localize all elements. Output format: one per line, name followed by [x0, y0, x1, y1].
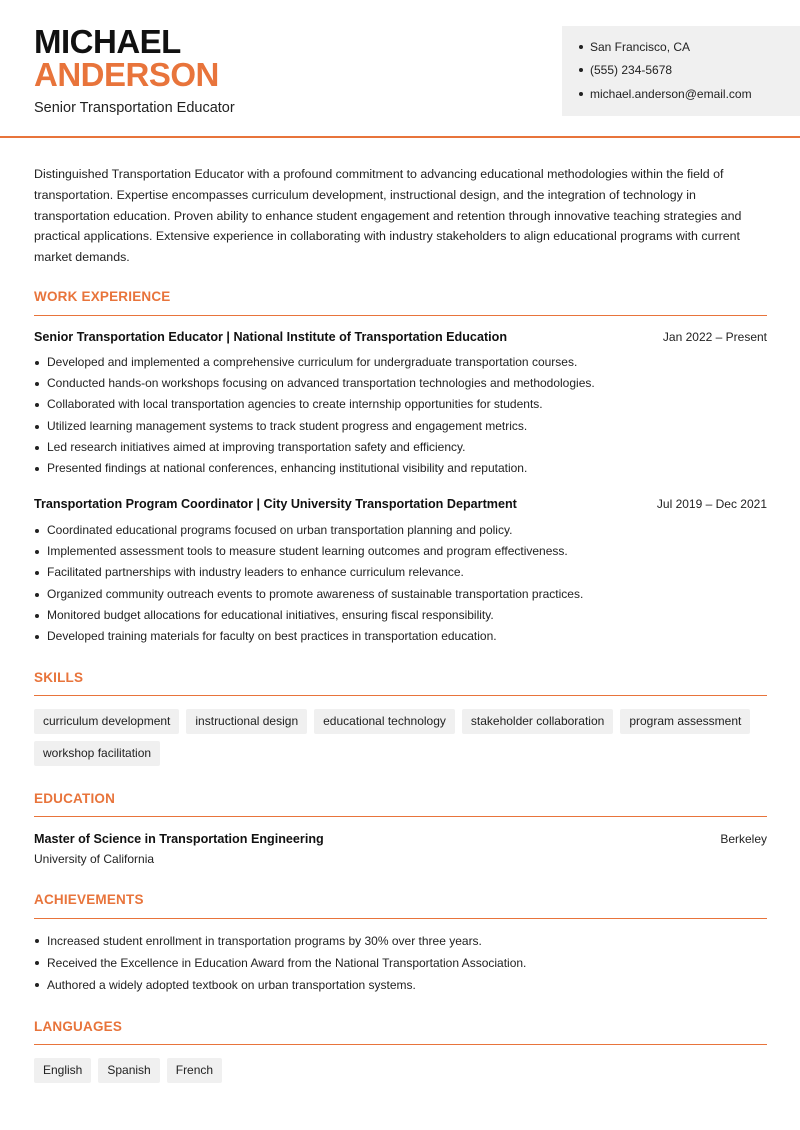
- list-item: Increased student enrollment in transportation programs by 30% over three years.: [34, 930, 526, 952]
- email-text: michael.anderson@email.com: [590, 87, 752, 101]
- list-item: Collaborated with local transportation agencies to create internship opportunities for students.: [34, 394, 595, 415]
- location-text: San Francisco, CA: [590, 40, 691, 54]
- bullet-icon: [579, 68, 583, 72]
- skill-tag: stakeholder collaboration: [462, 709, 613, 734]
- language-tag: Spanish: [98, 1058, 159, 1083]
- degree-title: Master of Science in Transportation Engineering: [34, 832, 324, 846]
- contact-email: [579, 87, 752, 101]
- list-item: Developed and implemented a comprehensive curriculum for undergraduate transportation courses.: [34, 352, 595, 373]
- job-dates: Jul 2019 – Dec 2021: [656, 497, 767, 511]
- section-divider: [34, 315, 767, 316]
- section-divider: [34, 1044, 767, 1045]
- list-item: Authored a widely adopted textbook on urban transportation systems.: [34, 974, 526, 996]
- section-divider: [34, 816, 767, 817]
- section-divider: [34, 695, 767, 696]
- list-item: Led research initiatives aimed at improving transportation safety and efficiency.: [34, 437, 595, 458]
- list-item: Implemented assessment tools to measure student learning outcomes and program effectiveness.: [34, 541, 583, 562]
- achievements-list: [34, 930, 526, 997]
- list-item: Organized community outreach events to promote awareness of sustainable transportation practices.: [34, 584, 583, 605]
- list-item: Monitored budget allocations for educational initiatives, ensuring fiscal responsibility.: [34, 605, 583, 626]
- skill-tag: workshop facilitation: [34, 741, 160, 766]
- phone-text: (555) 234-5678: [590, 63, 673, 77]
- list-item: Received the Excellence in Education Award from the National Transportation Association.: [34, 952, 526, 974]
- list-item: Utilized learning management systems to track student progress and engagement metrics.: [34, 416, 595, 437]
- skill-tag: educational technology: [314, 709, 455, 734]
- profile-summary: Distinguished Transportation Educator with a profound commitment to advancing educational methodologies within the field of transportation. Expertise encompasses curriculum development, instructional design, and the integration of technology in transportation education. Proven ability to enhance student engagement and retention through innovative teaching strategies and practical applications. Extensive experience in collaborating with industry stakeholders to align educational programs with current market demands.: [34, 167, 742, 265]
- education-heading: EDUCATION: [34, 791, 116, 806]
- languages-heading: LANGUAGES: [34, 1019, 123, 1034]
- section-divider: [34, 918, 767, 919]
- job-dates: Jan 2022 – Present: [662, 330, 767, 344]
- skill-tag: program assessment: [620, 709, 750, 734]
- list-item: Facilitated partnerships with industry leaders to enhance curriculum relevance.: [34, 562, 583, 583]
- job-heading: Senior Transportation Educator | National Institute of Transportation Education: [34, 330, 508, 344]
- job-bullets: [34, 520, 583, 647]
- list-item: Presented findings at national conferences, enhancing institutional visibility and reputation.: [34, 458, 595, 479]
- job-heading: Transportation Program Coordinator | City University Transportation Department: [34, 497, 517, 511]
- job-bullets: [34, 352, 595, 479]
- first-name: MICHAEL: [34, 23, 181, 60]
- contact-location: [579, 40, 690, 54]
- resume-header: [0, 0, 800, 138]
- list-item: Developed training materials for faculty on best practices in transportation education.: [34, 626, 583, 647]
- achievements-heading: ACHIEVEMENTS: [34, 892, 144, 907]
- languages-list: [34, 1058, 774, 1083]
- bullet-icon: [579, 92, 583, 96]
- work-experience-heading: WORK EXPERIENCE: [34, 289, 171, 304]
- professional-title: Senior Transportation Educator: [34, 100, 235, 116]
- education-location: Berkeley: [720, 832, 767, 846]
- skill-tag: instructional design: [186, 709, 307, 734]
- language-tag: English: [34, 1058, 91, 1083]
- skill-tag: curriculum development: [34, 709, 179, 734]
- list-item: Coordinated educational programs focused on urban transportation planning and policy.: [34, 520, 583, 541]
- skills-list: [34, 709, 774, 766]
- last-name: ANDERSON: [34, 56, 219, 93]
- skills-heading: SKILLS: [34, 670, 84, 685]
- contact-phone: [579, 63, 672, 77]
- language-tag: French: [167, 1058, 222, 1083]
- list-item: Conducted hands-on workshops focusing on advanced transportation technologies and methodologies.: [34, 373, 595, 394]
- bullet-icon: [579, 45, 583, 49]
- school-name: University of California: [34, 852, 155, 866]
- contact-box: [562, 26, 800, 116]
